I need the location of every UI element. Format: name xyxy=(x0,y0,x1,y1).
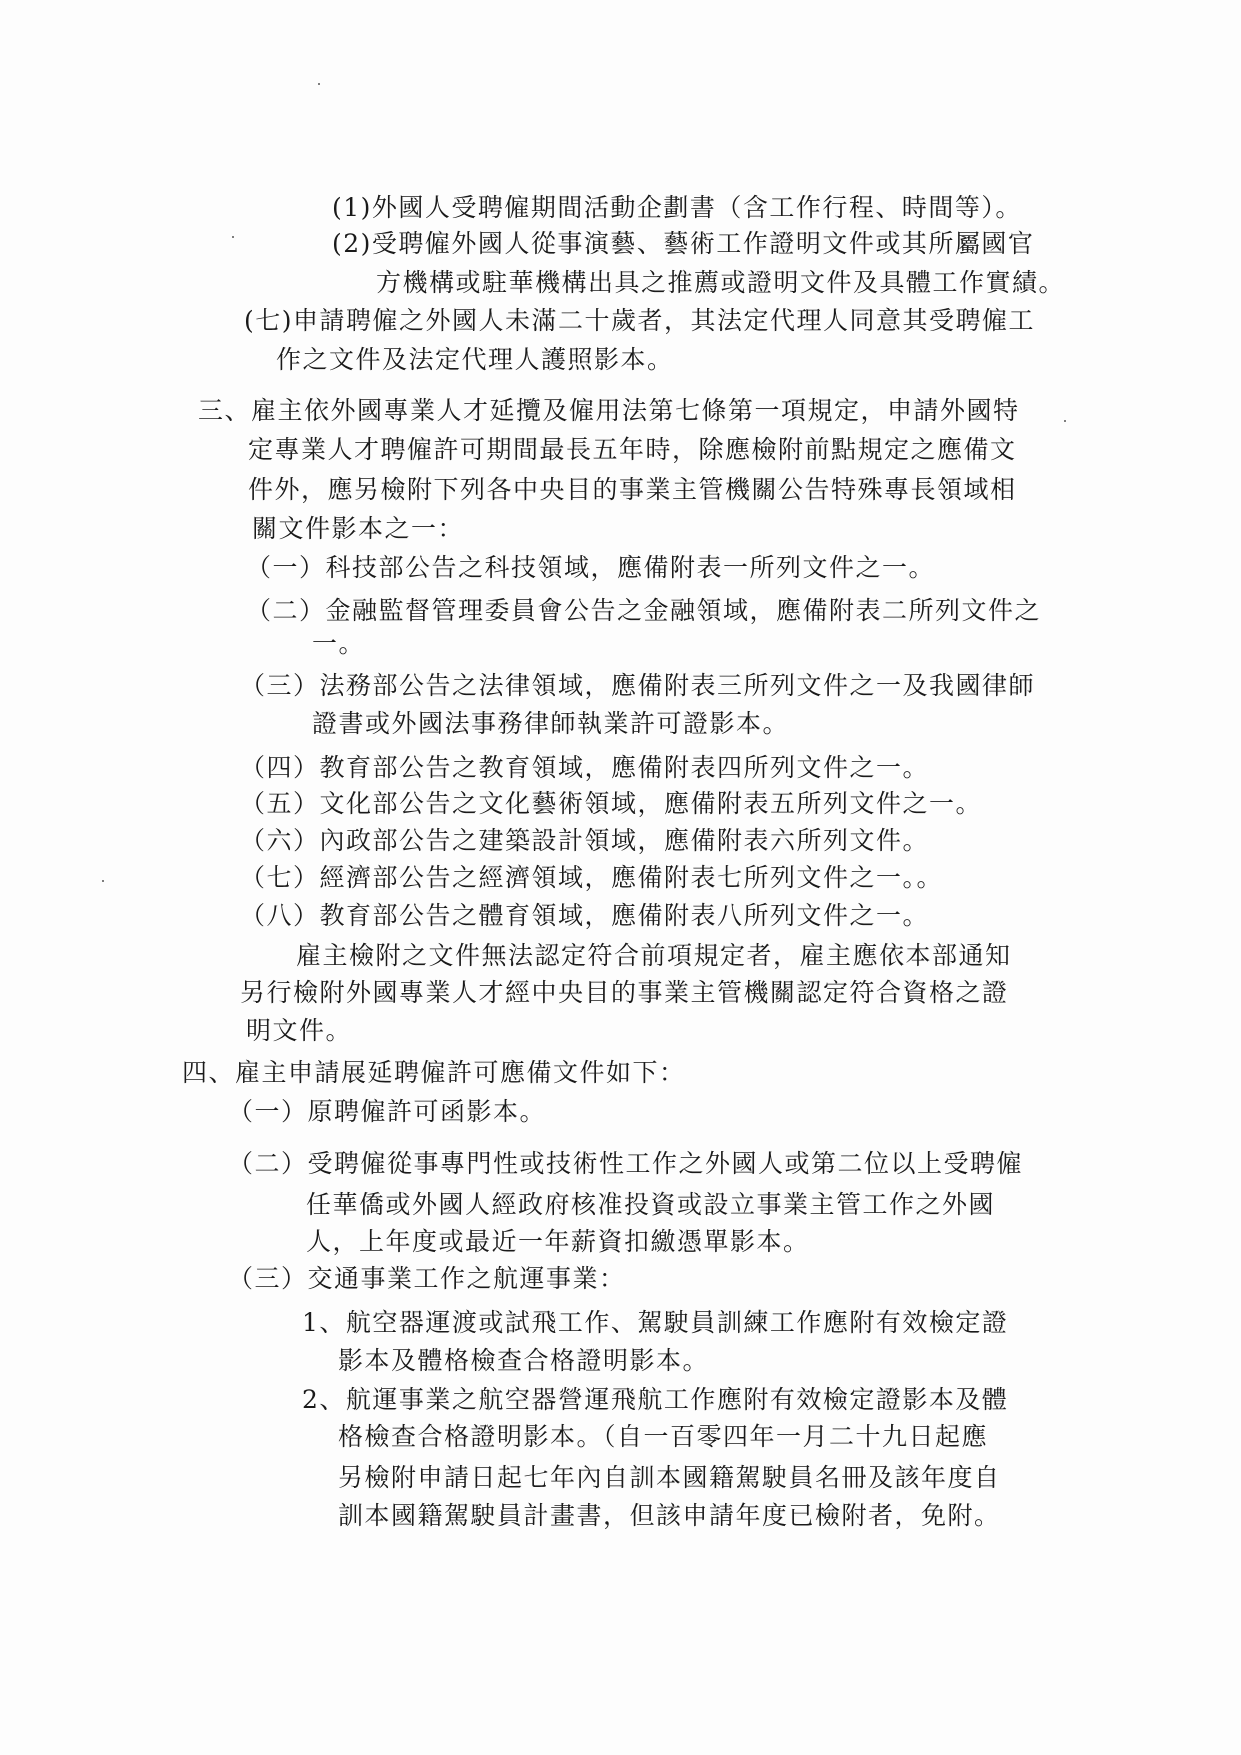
text-line: 1、航空器運渡或試飛工作、駕駛員訓練工作應附有效檢定證 xyxy=(302,1308,1009,1337)
text-line: （四）教育部公告之教育領域，應備附表四所列文件之一。 xyxy=(240,753,930,782)
text-line: 任華僑或外國人經政府核准投資或設立事業主管工作之外國 xyxy=(306,1190,996,1219)
text-line: （二）金融監督管理委員會公告之金融領域，應備附表二所列文件之 xyxy=(246,596,1042,625)
text-line: 一。 xyxy=(312,629,366,658)
text-line: 證書或外國法事務律師執業許可證影本。 xyxy=(312,709,790,738)
text-line: 訓本國籍駕駛員計畫書，但該申請年度已檢附者，免附。 xyxy=(338,1501,1001,1530)
text-line: （六）內政部公告之建築設計領域，應備附表六所列文件。 xyxy=(240,826,930,855)
text-line: （五）文化部公告之文化藝術領域，應備附表五所列文件之一。 xyxy=(240,789,983,818)
text-line: 格檢查合格證明影本。（自一百零四年一月二十九日起應 xyxy=(338,1422,989,1451)
text-line: 方機構或駐華機構出具之推薦或證明文件及具體工作實績。 xyxy=(376,268,1066,297)
text-line: 明文件。 xyxy=(246,1016,353,1045)
scan-speck xyxy=(232,236,234,238)
text-line: （三）法務部公告之法律領域，應備附表三所列文件之一及我國律師 xyxy=(240,671,1036,700)
text-line: 另行檢附外國專業人才經中央目的事業主管機關認定符合資格之證 xyxy=(240,978,1009,1007)
text-line: 作之文件及法定代理人護照影本。 xyxy=(276,345,674,374)
text-line: 雇主檢附之文件無法認定符合前項規定者，雇主應依本部通知 xyxy=(296,941,1012,970)
text-line: 影本及體格檢查合格證明影本。 xyxy=(338,1346,710,1375)
scan-speck xyxy=(102,880,104,882)
text-line: (七)申請聘僱之外國人未滿二十歲者，其法定代理人同意其受聘僱工 xyxy=(244,306,1036,335)
text-line: （三）交通事業工作之航運事業： xyxy=(228,1264,626,1293)
text-line: 三、雇主依外國專業人才延攬及僱用法第七條第一項規定，申請外國特 xyxy=(198,396,1020,425)
text-line: 人，上年度或最近一年薪資扣繳憑單影本。 xyxy=(306,1227,810,1256)
text-line: 2、航運事業之航空器營運飛航工作應附有效檢定證影本及體 xyxy=(302,1385,1009,1414)
text-line: （七）經濟部公告之經濟領域，應備附表七所列文件之一。。 xyxy=(240,863,944,892)
text-line: （八）教育部公告之體育領域，應備附表八所列文件之一。 xyxy=(240,901,930,930)
scan-speck xyxy=(1064,420,1066,422)
text-line: 四、雇主申請展延聘僱許可應備文件如下： xyxy=(182,1058,686,1087)
text-line: 定專業人才聘僱許可期間最長五年時，除應檢附前點規定之應備文 xyxy=(248,435,1017,464)
text-line: (1)外國人受聘僱期間活動企劃書（含工作行程、時間等）。 xyxy=(332,193,1022,222)
text-line: 件外，應另檢附下列各中央目的事業主管機關公告特殊專長領域相 xyxy=(248,475,1017,504)
text-line: 另檢附申請日起七年內自訓本國籍駕駛員名冊及該年度自 xyxy=(338,1463,1001,1492)
text-line: （一）科技部公告之科技領域，應備附表一所列文件之一。 xyxy=(246,553,936,582)
text-line: 關文件影本之一： xyxy=(252,514,465,543)
scan-speck xyxy=(318,83,320,85)
text-line: （一）原聘僱許可函影本。 xyxy=(228,1097,547,1126)
text-line: (2)受聘僱外國人從事演藝、藝術工作證明文件或其所屬國官 xyxy=(332,229,1035,258)
text-line: （二）受聘僱從事專門性或技術性工作之外國人或第二位以上受聘僱 xyxy=(228,1149,1024,1178)
